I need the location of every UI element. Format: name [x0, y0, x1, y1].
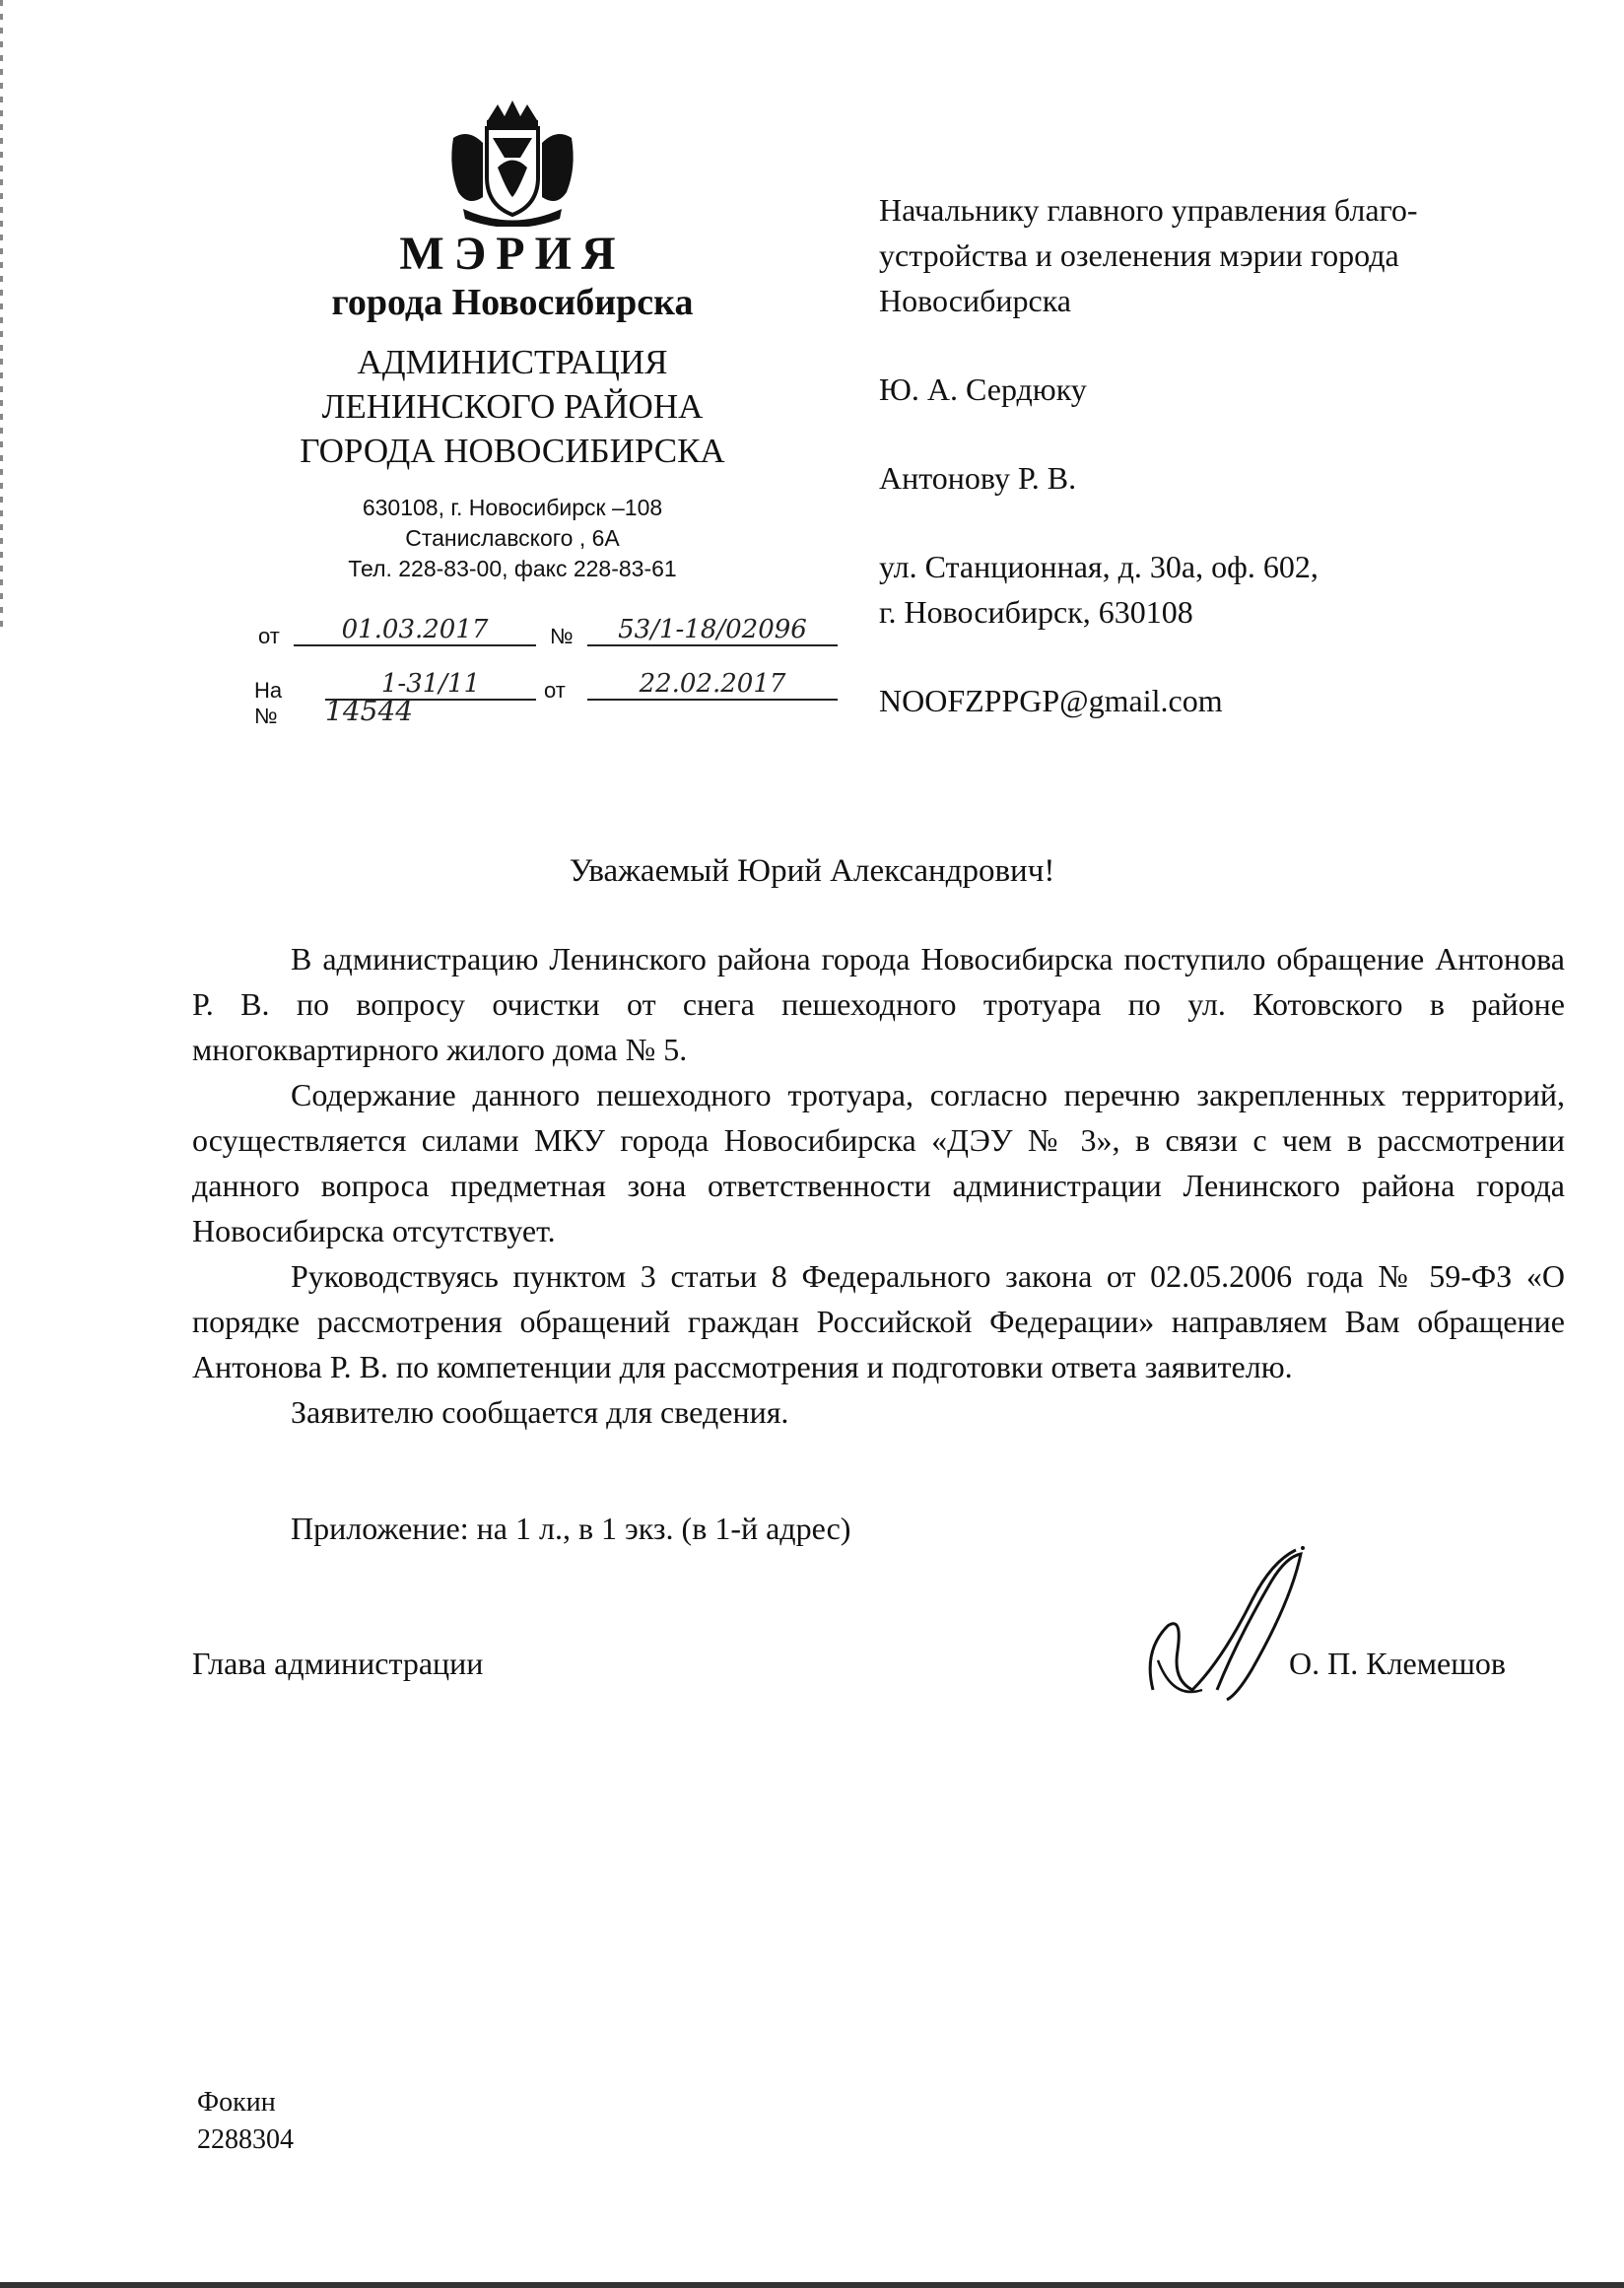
reply-date: 22.02.2017 — [587, 669, 838, 701]
letter-body — [192, 936, 1565, 1435]
addressee-position: Начальнику главного управления благо- — [879, 192, 1418, 228]
reply-number: 1-31/11 — [325, 669, 536, 701]
addressee-address: ул. Станционная, д. 30а, оф. 602, — [879, 549, 1319, 584]
signatory-role: Глава администрации — [192, 1646, 484, 1681]
executor-name: Фокин — [197, 2087, 276, 2118]
appendix-note: Приложение: на 1 л., в 1 экз. (в 1-й адрес) — [291, 1511, 851, 1546]
ref-date: 01.03.2017 — [294, 615, 536, 646]
addressee-position: устройства и озеленения мэрии города — [879, 237, 1399, 273]
admin-line: ЛЕНИНСКОГО РАЙОНА — [321, 387, 704, 426]
body-paragraph: В администрацию Ленинского района города Новосибирска поступило обращение Антонова Р. В. по вопросу очистки от снега пешеходного тротуара по ул. Котовского в районе многоквартирного жилого дома № 5. — [192, 941, 1565, 1067]
novosibirsk-coat-of-arms-icon — [443, 99, 581, 227]
ref-number-label: № — [550, 624, 574, 648]
administration-name — [227, 340, 798, 473]
addressee-position: Новосибирска — [879, 283, 1071, 318]
scan-bottom-edge — [0, 2282, 1624, 2288]
signatory-name: О. П. Клемешов — [1289, 1646, 1506, 1681]
handwritten-registration-number: 14544 — [325, 695, 414, 727]
addressee-name: Антонову Р. В. — [879, 460, 1077, 496]
scan-edge-mark — [0, 0, 3, 631]
addressee-block — [879, 187, 1569, 723]
reply-from-label: от — [544, 678, 566, 703]
address-line: Тел. 228-83-00, факс 228-83-61 — [348, 556, 677, 581]
addressee-name: Ю. А. Сердюку — [879, 371, 1087, 407]
body-paragraph: Заявителю сообщается для сведения. — [291, 1394, 789, 1430]
reply-number-label: На № — [254, 678, 283, 728]
body-paragraph: Руководствуясь пунктом 3 статьи 8 Федерального закона от 02.05.2006 года № 59-ФЗ «О порядке рассмотрения обращений граждан Российской Федерации» направляем Вам обращение Антонова Р. В. по компетенции для рассмотрения и подготовки ответа заявителю. — [192, 1258, 1565, 1384]
handwritten-signature-icon — [1133, 1542, 1330, 1715]
executor-phone: 2288304 — [197, 2124, 294, 2155]
body-paragraph: Содержание данного пешеходного тротуара, согласно перечню закрепленных территорий, осуществляется силами МКУ города Новосибирска «ДЭУ № 3», в связи с чем в рассмотрении данного вопроса предметная зона ответственности администрации Ленинского района города Новосибирска отсутствует. — [192, 1077, 1565, 1248]
addressee-email: NOOFZPPGP@gmail.com — [879, 683, 1223, 718]
address-line: 630108, г. Новосибирск –108 — [362, 495, 663, 520]
ref-from-label: от — [258, 624, 280, 648]
mayor-city: города Новосибирска — [331, 282, 694, 323]
sender-address — [256, 493, 769, 584]
admin-line: АДМИНИСТРАЦИЯ — [357, 343, 668, 381]
addressee-address: г. Новосибирск, 630108 — [879, 594, 1193, 630]
ref-number: 53/1-18/02096 — [587, 615, 838, 646]
salutation: Уважаемый Юрий Александрович! — [569, 853, 1055, 889]
admin-line: ГОРОДА НОВОСИБИРСКА — [300, 432, 725, 470]
address-line: Станиславского , 6А — [405, 525, 620, 551]
executor-info — [197, 2084, 294, 2159]
mayor-title: МЭРИЯ — [399, 228, 626, 280]
